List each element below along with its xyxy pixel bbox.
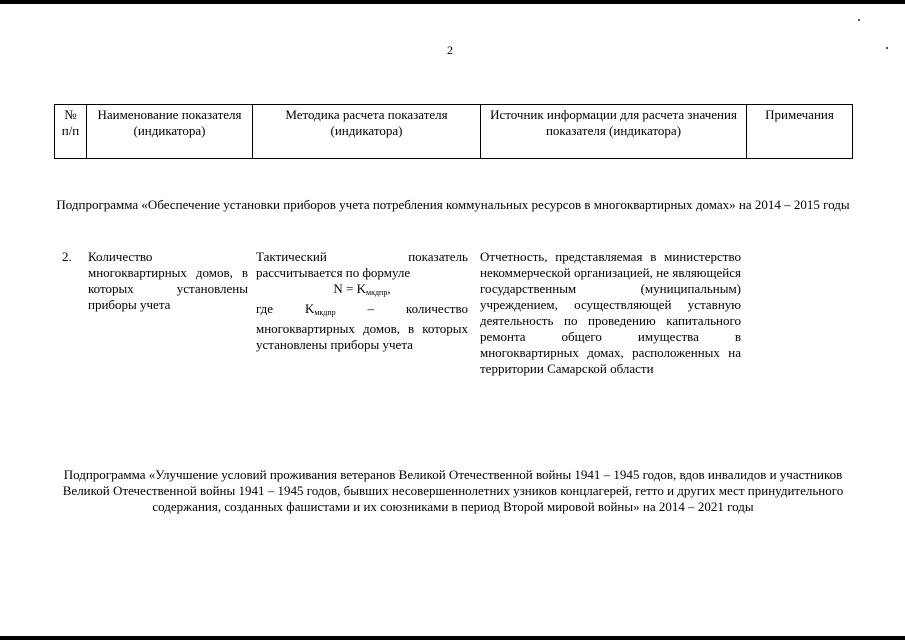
header-indicator-name: Наименование показателя (индикатора) [87, 105, 253, 159]
table-header-row [55, 105, 853, 159]
formula-left: N = K [333, 281, 367, 296]
header-notes: Примечания [747, 105, 853, 159]
indicator-table-header [54, 104, 853, 159]
scan-speck [858, 19, 860, 21]
where-subscript: мкдпр [314, 308, 336, 317]
scan-speck [886, 47, 888, 49]
scan-top-edge [0, 0, 905, 4]
row-number: 2. [62, 249, 72, 264]
formula-explanation [256, 301, 468, 353]
subprogram-title-meters: Подпрограмма «Обеспечение установки приборов учета потребления коммунальных ресурсов в многоквартирных домах» на 2014 – 2015 годы [56, 197, 850, 212]
where-word: где K [256, 301, 315, 316]
header-number: № п/п [55, 105, 87, 159]
header-information-source: Источник информации для расчета значения показателя (индикатора) [481, 105, 747, 159]
header-calculation-method: Методика расчета показателя (индикатора) [253, 105, 481, 159]
formula-subscript: мкдпр [366, 288, 388, 297]
scan-bottom-edge [0, 636, 905, 640]
subprogram-title-veterans: Подпрограмма «Улучшение условий проживания ветеранов Великой Отечественной войны 1941 – 1945 годов, вдов инвалидов и участников Великой Отечественной войны 1941 – 1945 годов, бывших несовершеннолетних узников концлагерей, гетто и других мест принудительного содержания, созданных фашистами и их союзниками в период Второй мировой войны» на 2014 – 2021 годы [62, 467, 844, 514]
page-number: 2 [447, 43, 453, 57]
indicator-name: Количество многоквартирных домов, в которых установлены приборы учета [88, 249, 248, 312]
formula-tail: , [387, 281, 391, 296]
method-intro: Тактический показатель рассчитывается по формуле [256, 249, 468, 280]
formula [256, 281, 468, 301]
information-source: Отчетность, представляемая в министерство некоммерческой организацией, не являющейся государственным (муниципальным) учреждением, осуществляющей уставную деятельность по проведению капитального ремонта общего имущества в многоквартирных домах, расположенных на территории Самарской области [480, 249, 741, 376]
where-text: – количество многоквартирных домов, в которых установлены приборы учета [256, 301, 468, 352]
calculation-method [256, 249, 468, 353]
